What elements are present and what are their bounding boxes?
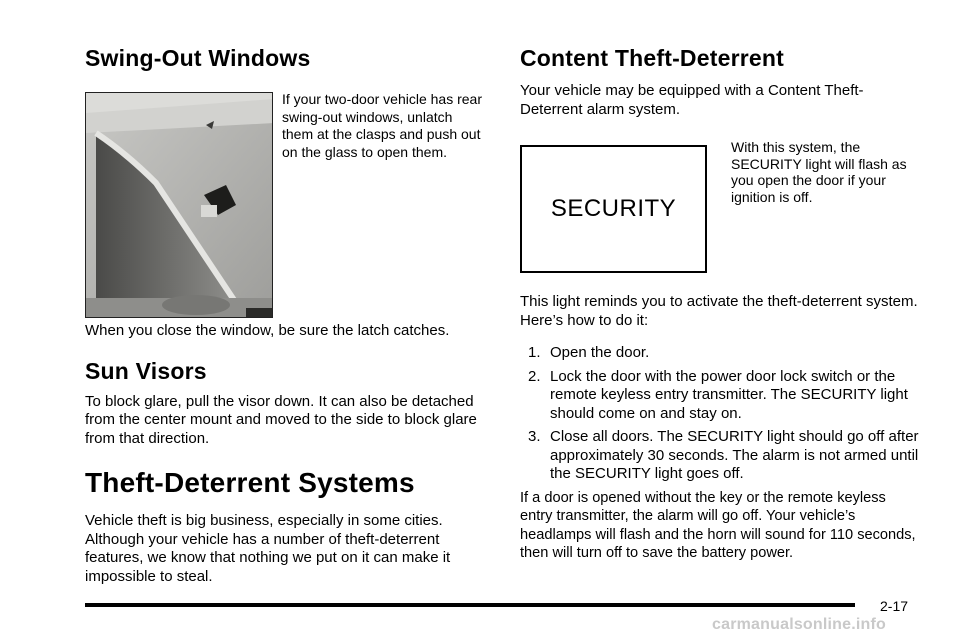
activation-steps: [520, 344, 920, 484]
step-text: Lock the door with the power door lock switch or the remote keyless entry transmitter. The SECURITY light should come on and stay on.: [550, 367, 908, 422]
content-theft-intro: Your vehicle may be equipped with a Content Theft-Deterrent alarm system.: [520, 82, 864, 118]
rear-window-photo-icon: [86, 93, 273, 318]
security-light-block: [520, 139, 920, 289]
step-item: [520, 428, 920, 484]
step-number: 1.: [528, 344, 541, 361]
swing-out-window-illustration: [85, 92, 273, 318]
content-theft-deterrent-heading: Content Theft-Deterrent: [520, 45, 784, 71]
step-item: [520, 344, 920, 363]
page-number: 2-17: [880, 598, 909, 614]
step-number: 3.: [528, 428, 541, 445]
window-latch-note: When you close the window, be sure the latch catches.: [85, 322, 450, 339]
watermark-text: carmanualsonline.info: [712, 616, 887, 633]
swing-out-instructions: If your two-door vehicle has rear swing-out windows, unlatch them at the clasps and push out on the glass to open them.: [282, 91, 482, 160]
theft-deterrent-systems-heading: Theft-Deterrent Systems: [85, 467, 415, 498]
footer-rule: [85, 603, 855, 607]
theft-deterrent-systems-text: Vehicle theft is big business, especially in some cities. Although your vehicle has a number of theft-deterrent features, we know that nothing we put on it can make it impossible to steal.: [85, 512, 451, 585]
step-text: Open the door.: [550, 344, 650, 361]
step-text: Close all doors. The SECURITY light should go off after approximately 30 seconds. The alarm is not armed until the SECURITY light goes off.: [550, 428, 919, 482]
step-item: [520, 368, 920, 424]
security-indicator-box: [520, 145, 707, 273]
sun-visors-heading: Sun Visors: [85, 357, 207, 384]
step-number: 2.: [528, 367, 541, 385]
left-column: [85, 44, 485, 586]
right-column: [520, 44, 920, 563]
reminder-text: This light reminds you to activate the theft-deterrent system. Here’s how to do it:: [520, 293, 918, 329]
swing-out-block: [85, 92, 485, 322]
sun-visors-text: To block glare, pull the visor down. It can also be detached from the center mount and moved to the side to block glare from that direction.: [85, 392, 477, 447]
swing-out-windows-heading: Swing-Out Windows: [85, 45, 311, 71]
alarm-closing-text: If a door is opened without the key or the remote keyless entry transmitter, the alarm will go off. Your vehicle’s headlamps will flash and the horn will sound for 110 seconds, then will turn off to save the battery power.: [520, 489, 916, 561]
security-light-label: SECURITY: [550, 195, 677, 222]
security-light-description: With this system, the SECURITY light will flash as you open the door if your ignition is off.: [731, 139, 907, 205]
